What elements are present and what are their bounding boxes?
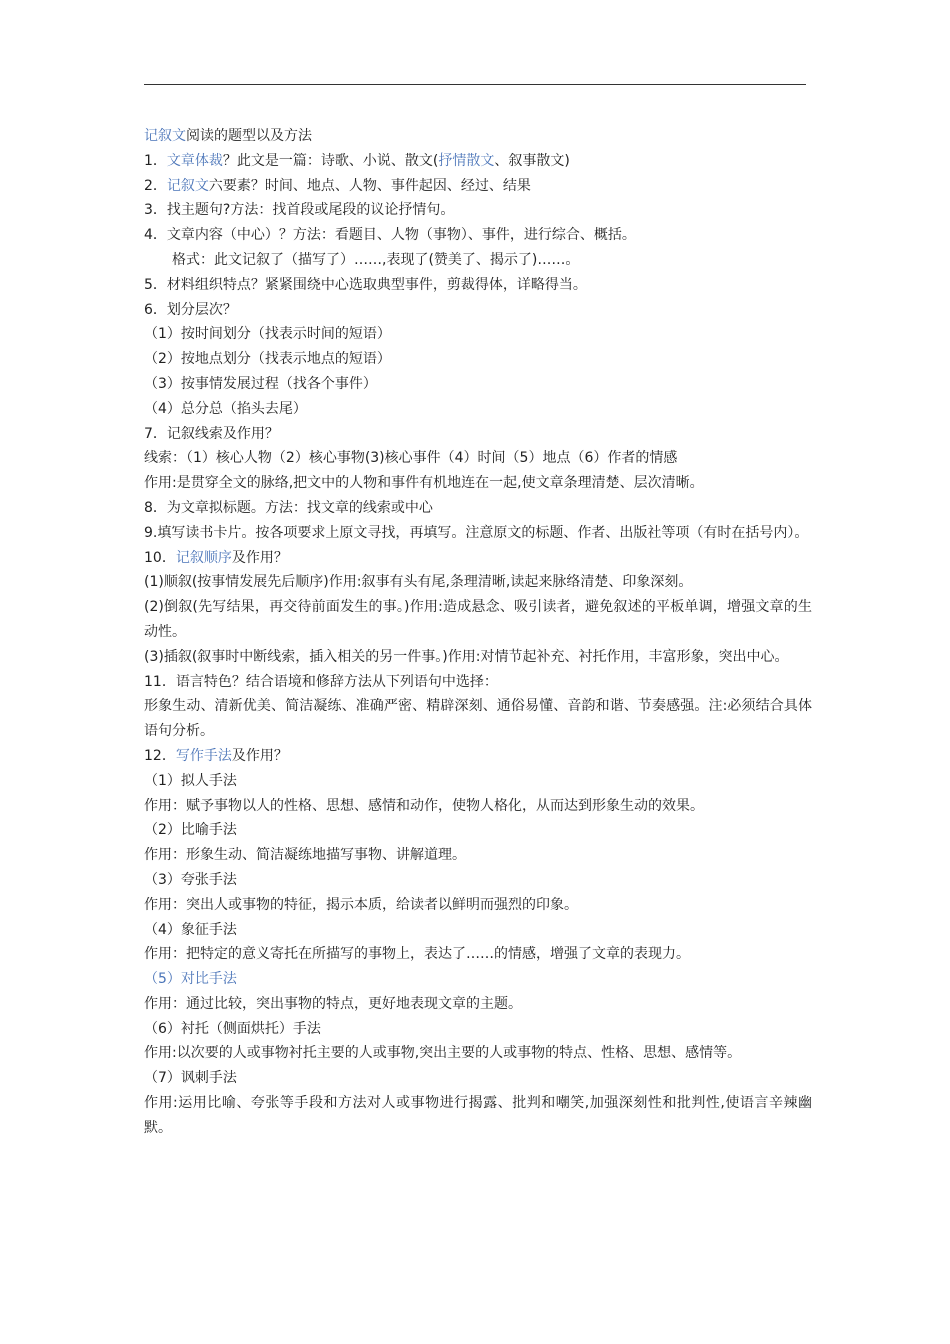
text-run: 作用：赋予事物以人的性格、思想、感情和动作，使物人格化，从而达到形象生动的效果。 — [144, 797, 704, 814]
item-9 — [144, 521, 812, 546]
header-rule — [144, 84, 806, 85]
item-6-sub-2 — [144, 347, 812, 372]
item-10-sub-1 — [144, 570, 812, 595]
item-12-sub-6-effect — [144, 1041, 812, 1066]
item-12-sub-6 — [144, 1017, 812, 1042]
inline-link[interactable]: 记叙文 — [166, 177, 209, 194]
text-run: （1）按时间划分（找表示时间的短语） — [144, 326, 391, 343]
text-run: （7）讽刺手法 — [144, 1070, 237, 1087]
inline-link[interactable]: 记叙文 — [144, 128, 186, 144]
text-run: 作用:以次要的人或事物衬托主要的人或事物,突出主要的人或事物的特点、性格、思想、感情等。 — [144, 1045, 742, 1062]
item-6 — [144, 298, 812, 323]
item-12 — [144, 744, 812, 769]
text-run: 12． — [144, 747, 176, 764]
item-3 — [144, 198, 812, 223]
text-run: 9.填写读书卡片。按各项要求上原文寻找，再填写。注意原文的标题、作者、出版社等项（有时在括号内）。 — [144, 524, 809, 541]
text-run: 1． — [144, 152, 167, 169]
item-4 — [144, 223, 812, 248]
item-12-sub-7 — [144, 1066, 812, 1091]
item-6-sub-1 — [144, 322, 812, 347]
item-12-sub-2 — [144, 818, 812, 843]
item-12-sub-3-effect — [144, 893, 812, 918]
item-12-sub-5 — [144, 967, 812, 992]
text-run: （2）比喻手法 — [144, 822, 237, 839]
text-run: （4）象征手法 — [144, 921, 237, 938]
text-run: (3)插叙(叙事时中断线索，插入相关的另一件事。)作用:对情节起补充、衬托作用，丰富形象，突出中心。 — [144, 648, 789, 665]
text-run: （6）衬托（侧面烘托）手法 — [144, 1020, 321, 1037]
text-run: 作用：形象生动、简洁凝练地描写事物、讲解道理。 — [144, 847, 466, 864]
text-run: （4）总分总（掐头去尾） — [144, 400, 307, 417]
item-1 — [144, 149, 812, 174]
item-7 — [144, 422, 812, 447]
text-run: 8．为文章拟标题。方法：找文章的线索或中心 — [144, 499, 433, 516]
text-run: 阅读的题型以及方法 — [186, 128, 312, 144]
text-run: 作用：把特定的意义寄托在所描写的事物上，表达了……的情感，增强了文章的表现力。 — [144, 946, 690, 963]
inline-link[interactable]: 抒情散文 — [438, 152, 495, 169]
text-run: 及作用？ — [231, 549, 288, 566]
item-12-sub-7-effect — [144, 1091, 812, 1141]
inline-link[interactable]: 文章体裁 — [166, 152, 223, 169]
item-5 — [144, 273, 812, 298]
text-run: 7．记叙线索及作用？ — [144, 425, 279, 442]
item-2 — [144, 174, 812, 199]
text-run: ？此文是一篇：诗歌、小说、散文( — [222, 152, 439, 169]
text-run: (2)倒叙(先写结果，再交待前面发生的事。)作用:造成悬念、吸引读者，避免叙述的平板单调，增强文章的生动性。 — [144, 599, 812, 640]
item-7-effect — [144, 471, 812, 496]
text-run: 作用：突出人或事物的特征，揭示本质，给读者以鲜明而强烈的印象。 — [144, 896, 578, 913]
inline-link[interactable]: 记叙顺序 — [175, 549, 232, 566]
item-10-sub-2 — [144, 595, 812, 645]
text-run: 5．材料组织特点？紧紧围绕中心选取典型事件，剪裁得体，详略得当。 — [144, 276, 587, 293]
item-12-sub-3 — [144, 868, 812, 893]
item-12-sub-1 — [144, 769, 812, 794]
text-run: 4．文章内容（中心）？方法：看题目、人物（事物）、事件，进行综合、概括。 — [144, 227, 636, 244]
text-run: 10． — [144, 549, 176, 566]
text-run: 作用:运用比喻、夸张等手段和方法对人或事物进行揭露、批判和嘲笑,加强深刻性和批判性,使语言辛辣幽默。 — [144, 1095, 812, 1136]
item-6-sub-3 — [144, 372, 812, 397]
document-body — [144, 124, 812, 1141]
item-8 — [144, 496, 812, 521]
item-4-format — [144, 248, 812, 273]
text-run: 3．找主题句?方法：找首段或尾段的议论抒情句。 — [144, 202, 455, 219]
item-11-list — [144, 694, 812, 744]
item-10-sub-3 — [144, 645, 812, 670]
text-run: 六要素？时间、地点、人物、事件起因、经过、结果 — [208, 177, 531, 194]
text-run: （3）按事情发展过程（找各个事件） — [144, 375, 377, 392]
item-11 — [144, 670, 812, 695]
item-7-clues — [144, 446, 812, 471]
text-run: 作用：通过比较，突出事物的特点，更好地表现文章的主题。 — [144, 995, 522, 1012]
text-run: 2． — [144, 177, 167, 194]
text-run: 线索：（1）核心人物（2）核心事物(3)核心事件（4）时间（5）地点（6）作者的情感 — [144, 450, 678, 467]
text-run: （3）夸张手法 — [144, 871, 237, 888]
text-run: （2）按地点划分（找表示地点的短语） — [144, 351, 391, 368]
text-run: 、叙事散文) — [494, 152, 570, 169]
text-run: 作用:是贯穿全文的脉络,把文中的人物和事件有机地连在一起,使文章条理清楚、层次清晰。 — [144, 475, 704, 492]
item-12-sub-1-effect — [144, 794, 812, 819]
text-run: 11．语言特色？结合语境和修辞方法从下列语句中选择： — [144, 673, 498, 690]
item-6-sub-4 — [144, 397, 812, 422]
inline-link[interactable]: （5）对比手法 — [144, 971, 237, 988]
text-run: 6．划分层次？ — [144, 301, 237, 318]
text-run: (1)顺叙(按事情发展先后顺序)作用:叙事有头有尾,条理清晰,读起来脉络清楚、印象深刻。 — [144, 574, 693, 591]
doc-title — [144, 124, 812, 149]
text-run: 格式：此文记叙了（描写了）……,表现了(赞美了、揭示了)……。 — [172, 251, 580, 268]
text-run: （1）拟人手法 — [144, 772, 237, 789]
inline-link[interactable]: 写作手法 — [175, 747, 232, 764]
item-12-sub-4 — [144, 918, 812, 943]
item-12-sub-2-effect — [144, 843, 812, 868]
text-run: 及作用？ — [231, 747, 288, 764]
item-12-sub-4-effect — [144, 942, 812, 967]
text-run: 形象生动、清新优美、简洁凝练、准确严密、精辟深刻、通俗易懂、音韵和谐、节奏感强。注:必须结合具体语句分析。 — [144, 698, 812, 740]
item-10 — [144, 546, 812, 571]
item-12-sub-5-effect — [144, 992, 812, 1017]
